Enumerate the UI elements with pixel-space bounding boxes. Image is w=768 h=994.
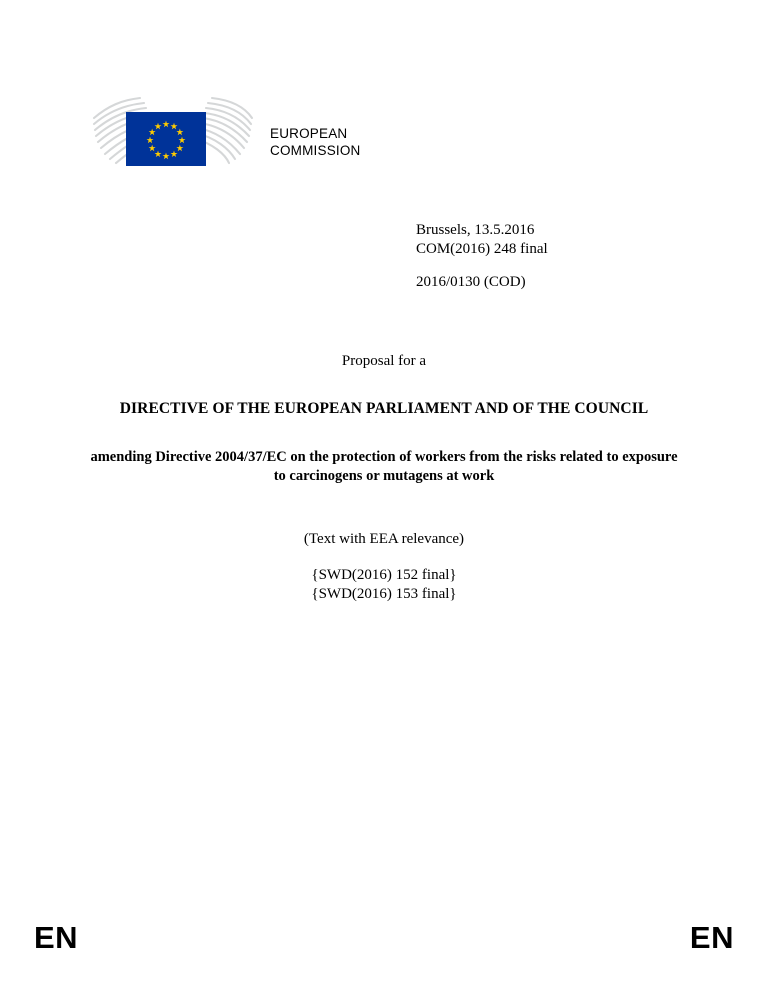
eu-flag-icon [126,112,206,166]
emblem-wrap [88,88,258,166]
institution-line-2: COMMISSION [270,142,361,158]
language-code-right: EN [689,920,734,955]
procedure-number: 2016/0130 (COD) [416,274,526,291]
institution-name [270,88,361,160]
reference-spacer [416,259,548,273]
subject-title: amending Directive 2004/37/EC on the protection of workers from the risks related to exposure to carcinogens or mutagens at work [90,448,678,485]
eea-relevance-note: (Text with EEA relevance) [303,530,465,547]
proposal-for-label: Proposal for a [341,353,427,369]
title-block [78,352,690,604]
place-and-date: Brussels, 13.5.2016 [416,222,535,238]
instrument-title: DIRECTIVE OF THE EUROPEAN PARLIAMENT AND OF THE COUNCIL [119,399,649,417]
institution-line-1: EUROPEAN [270,126,348,141]
swd-reference-2: {SWD(2016) 153 final} [311,585,457,602]
document-reference-block [416,221,548,293]
swd-reference-1: {SWD(2016) 152 final} [311,566,457,583]
language-code-left: EN [34,920,79,955]
accompanying-documents [78,566,690,604]
document-number: COM(2016) 248 final [416,241,548,258]
eu-commission-logo [88,88,361,166]
